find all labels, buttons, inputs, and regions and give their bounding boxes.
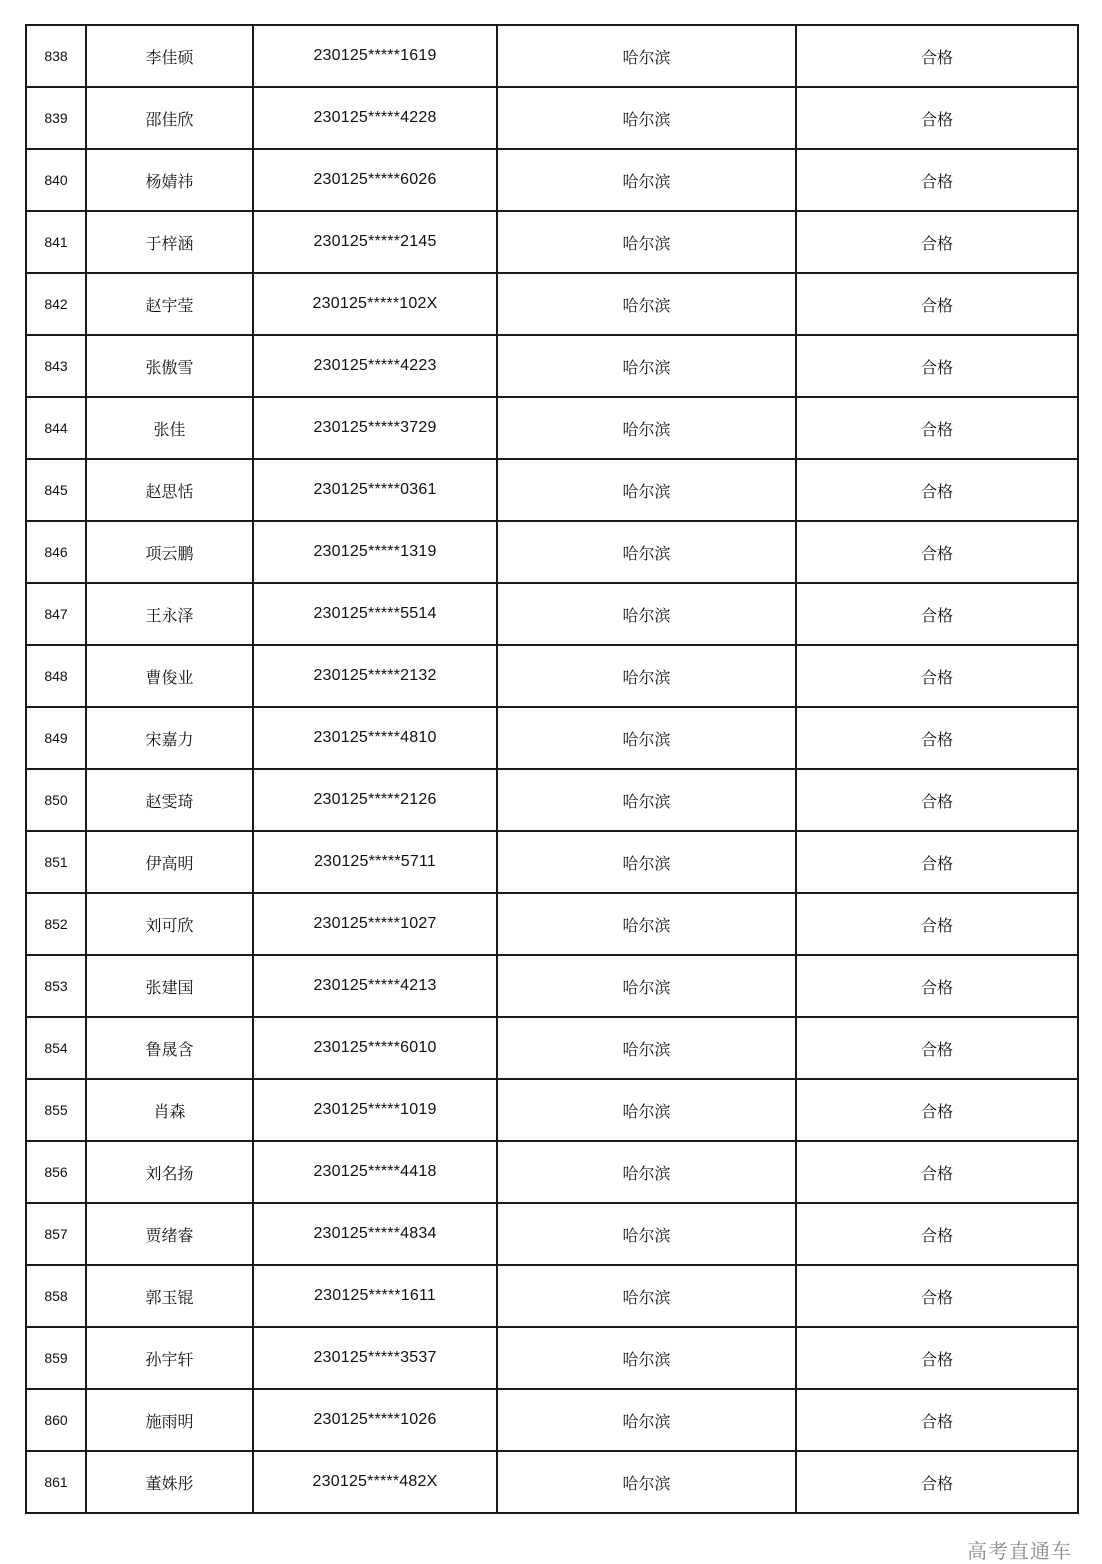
result-cell: 合格 — [796, 1017, 1078, 1079]
result-cell: 合格 — [796, 211, 1078, 273]
city-cell: 哈尔滨 — [497, 459, 796, 521]
row-number-cell: 847 — [26, 583, 86, 645]
result-cell: 合格 — [796, 831, 1078, 893]
city-cell: 哈尔滨 — [497, 211, 796, 273]
city-cell: 哈尔滨 — [497, 521, 796, 583]
name-cell: 贾绪睿 — [86, 1203, 253, 1265]
name-cell: 张佳 — [86, 397, 253, 459]
name-cell: 张傲雪 — [86, 335, 253, 397]
id-number-cell: 230125*****4810 — [253, 707, 497, 769]
name-cell: 施雨明 — [86, 1389, 253, 1451]
city-cell: 哈尔滨 — [497, 645, 796, 707]
name-cell: 王永泽 — [86, 583, 253, 645]
city-cell: 哈尔滨 — [497, 1017, 796, 1079]
row-number-cell: 859 — [26, 1327, 86, 1389]
id-number-cell: 230125*****2145 — [253, 211, 497, 273]
result-cell: 合格 — [796, 1265, 1078, 1327]
result-cell: 合格 — [796, 25, 1078, 87]
table-row — [26, 1079, 1078, 1141]
table-row — [26, 769, 1078, 831]
roster-table — [25, 24, 1079, 1514]
id-number-cell: 230125*****1019 — [253, 1079, 497, 1141]
result-cell: 合格 — [796, 459, 1078, 521]
id-number-cell: 230125*****482X — [253, 1451, 497, 1513]
result-cell: 合格 — [796, 955, 1078, 1017]
name-cell: 项云鹏 — [86, 521, 253, 583]
row-number-cell: 861 — [26, 1451, 86, 1513]
result-cell: 合格 — [796, 583, 1078, 645]
name-cell: 赵宇莹 — [86, 273, 253, 335]
table-row — [26, 1203, 1078, 1265]
row-number-cell: 842 — [26, 273, 86, 335]
id-number-cell: 230125*****1027 — [253, 893, 497, 955]
result-cell: 合格 — [796, 87, 1078, 149]
id-number-cell: 230125*****0361 — [253, 459, 497, 521]
name-cell: 李佳硕 — [86, 25, 253, 87]
table-row — [26, 1451, 1078, 1513]
city-cell: 哈尔滨 — [497, 1141, 796, 1203]
id-number-cell: 230125*****2126 — [253, 769, 497, 831]
city-cell: 哈尔滨 — [497, 707, 796, 769]
result-cell: 合格 — [796, 1327, 1078, 1389]
table-row — [26, 1017, 1078, 1079]
name-cell: 于梓涵 — [86, 211, 253, 273]
row-number-cell: 840 — [26, 149, 86, 211]
table-row — [26, 1265, 1078, 1327]
name-cell: 伊高明 — [86, 831, 253, 893]
row-number-cell: 857 — [26, 1203, 86, 1265]
city-cell: 哈尔滨 — [497, 1389, 796, 1451]
result-cell: 合格 — [796, 769, 1078, 831]
id-number-cell: 230125*****3537 — [253, 1327, 497, 1389]
city-cell: 哈尔滨 — [497, 25, 796, 87]
row-number-cell: 843 — [26, 335, 86, 397]
row-number-cell: 844 — [26, 397, 86, 459]
name-cell: 宋嘉力 — [86, 707, 253, 769]
row-number-cell: 860 — [26, 1389, 86, 1451]
table-row — [26, 707, 1078, 769]
name-cell: 鲁晟含 — [86, 1017, 253, 1079]
city-cell: 哈尔滨 — [497, 1203, 796, 1265]
id-number-cell: 230125*****102X — [253, 273, 497, 335]
row-number-cell: 849 — [26, 707, 86, 769]
city-cell: 哈尔滨 — [497, 1451, 796, 1513]
result-cell: 合格 — [796, 1451, 1078, 1513]
row-number-cell: 845 — [26, 459, 86, 521]
row-number-cell: 839 — [26, 87, 86, 149]
table-row — [26, 211, 1078, 273]
row-number-cell: 858 — [26, 1265, 86, 1327]
table-row — [26, 645, 1078, 707]
id-number-cell: 230125*****4213 — [253, 955, 497, 1017]
city-cell: 哈尔滨 — [497, 87, 796, 149]
city-cell: 哈尔滨 — [497, 1079, 796, 1141]
name-cell: 邵佳欣 — [86, 87, 253, 149]
row-number-cell: 838 — [26, 25, 86, 87]
table-row — [26, 521, 1078, 583]
id-number-cell: 230125*****3729 — [253, 397, 497, 459]
row-number-cell: 841 — [26, 211, 86, 273]
row-number-cell: 848 — [26, 645, 86, 707]
id-number-cell: 230125*****4834 — [253, 1203, 497, 1265]
name-cell: 张建国 — [86, 955, 253, 1017]
name-cell: 赵雯琦 — [86, 769, 253, 831]
row-number-cell: 846 — [26, 521, 86, 583]
result-cell: 合格 — [796, 893, 1078, 955]
result-cell: 合格 — [796, 273, 1078, 335]
name-cell: 刘名扬 — [86, 1141, 253, 1203]
result-cell: 合格 — [796, 335, 1078, 397]
result-cell: 合格 — [796, 1389, 1078, 1451]
row-number-cell: 856 — [26, 1141, 86, 1203]
name-cell: 曹俊业 — [86, 645, 253, 707]
row-number-cell: 853 — [26, 955, 86, 1017]
result-cell: 合格 — [796, 149, 1078, 211]
table-row — [26, 955, 1078, 1017]
table-row — [26, 335, 1078, 397]
city-cell: 哈尔滨 — [497, 769, 796, 831]
table-row — [26, 1141, 1078, 1203]
city-cell: 哈尔滨 — [497, 1327, 796, 1389]
name-cell: 赵思恬 — [86, 459, 253, 521]
table-row — [26, 87, 1078, 149]
table-row — [26, 25, 1078, 87]
result-cell: 合格 — [796, 397, 1078, 459]
id-number-cell: 230125*****1026 — [253, 1389, 497, 1451]
row-number-cell: 854 — [26, 1017, 86, 1079]
result-cell: 合格 — [796, 1203, 1078, 1265]
result-cell: 合格 — [796, 707, 1078, 769]
city-cell: 哈尔滨 — [497, 893, 796, 955]
id-number-cell: 230125*****1619 — [253, 25, 497, 87]
name-cell: 刘可欣 — [86, 893, 253, 955]
table-row — [26, 273, 1078, 335]
city-cell: 哈尔滨 — [497, 955, 796, 1017]
city-cell: 哈尔滨 — [497, 583, 796, 645]
id-number-cell: 230125*****4228 — [253, 87, 497, 149]
id-number-cell: 230125*****6010 — [253, 1017, 497, 1079]
name-cell: 杨婧祎 — [86, 149, 253, 211]
result-cell: 合格 — [796, 1079, 1078, 1141]
name-cell: 孙宇轩 — [86, 1327, 253, 1389]
id-number-cell: 230125*****5514 — [253, 583, 497, 645]
row-number-cell: 850 — [26, 769, 86, 831]
city-cell: 哈尔滨 — [497, 1265, 796, 1327]
city-cell: 哈尔滨 — [497, 335, 796, 397]
name-cell: 郭玉锟 — [86, 1265, 253, 1327]
table-row — [26, 893, 1078, 955]
id-number-cell: 230125*****1319 — [253, 521, 497, 583]
id-number-cell: 230125*****2132 — [253, 645, 497, 707]
id-number-cell: 230125*****4418 — [253, 1141, 497, 1203]
city-cell: 哈尔滨 — [497, 273, 796, 335]
result-cell: 合格 — [796, 1141, 1078, 1203]
city-cell: 哈尔滨 — [497, 397, 796, 459]
table-row — [26, 459, 1078, 521]
city-cell: 哈尔滨 — [497, 149, 796, 211]
id-number-cell: 230125*****6026 — [253, 149, 497, 211]
id-number-cell: 230125*****1611 — [253, 1265, 497, 1327]
id-number-cell: 230125*****4223 — [253, 335, 497, 397]
name-cell: 董姝彤 — [86, 1451, 253, 1513]
id-number-cell: 230125*****5711 — [253, 831, 497, 893]
table-row — [26, 1327, 1078, 1389]
name-cell: 肖森 — [86, 1079, 253, 1141]
row-number-cell: 855 — [26, 1079, 86, 1141]
table-row — [26, 149, 1078, 211]
row-number-cell: 852 — [26, 893, 86, 955]
result-cell: 合格 — [796, 521, 1078, 583]
table-row — [26, 1389, 1078, 1451]
table-row — [26, 831, 1078, 893]
table-row — [26, 583, 1078, 645]
roster-table-body — [26, 25, 1078, 1513]
row-number-cell: 851 — [26, 831, 86, 893]
city-cell: 哈尔滨 — [497, 831, 796, 893]
table-row — [26, 397, 1078, 459]
result-cell: 合格 — [796, 645, 1078, 707]
watermark: 高考直通车 — [967, 1539, 1072, 1563]
